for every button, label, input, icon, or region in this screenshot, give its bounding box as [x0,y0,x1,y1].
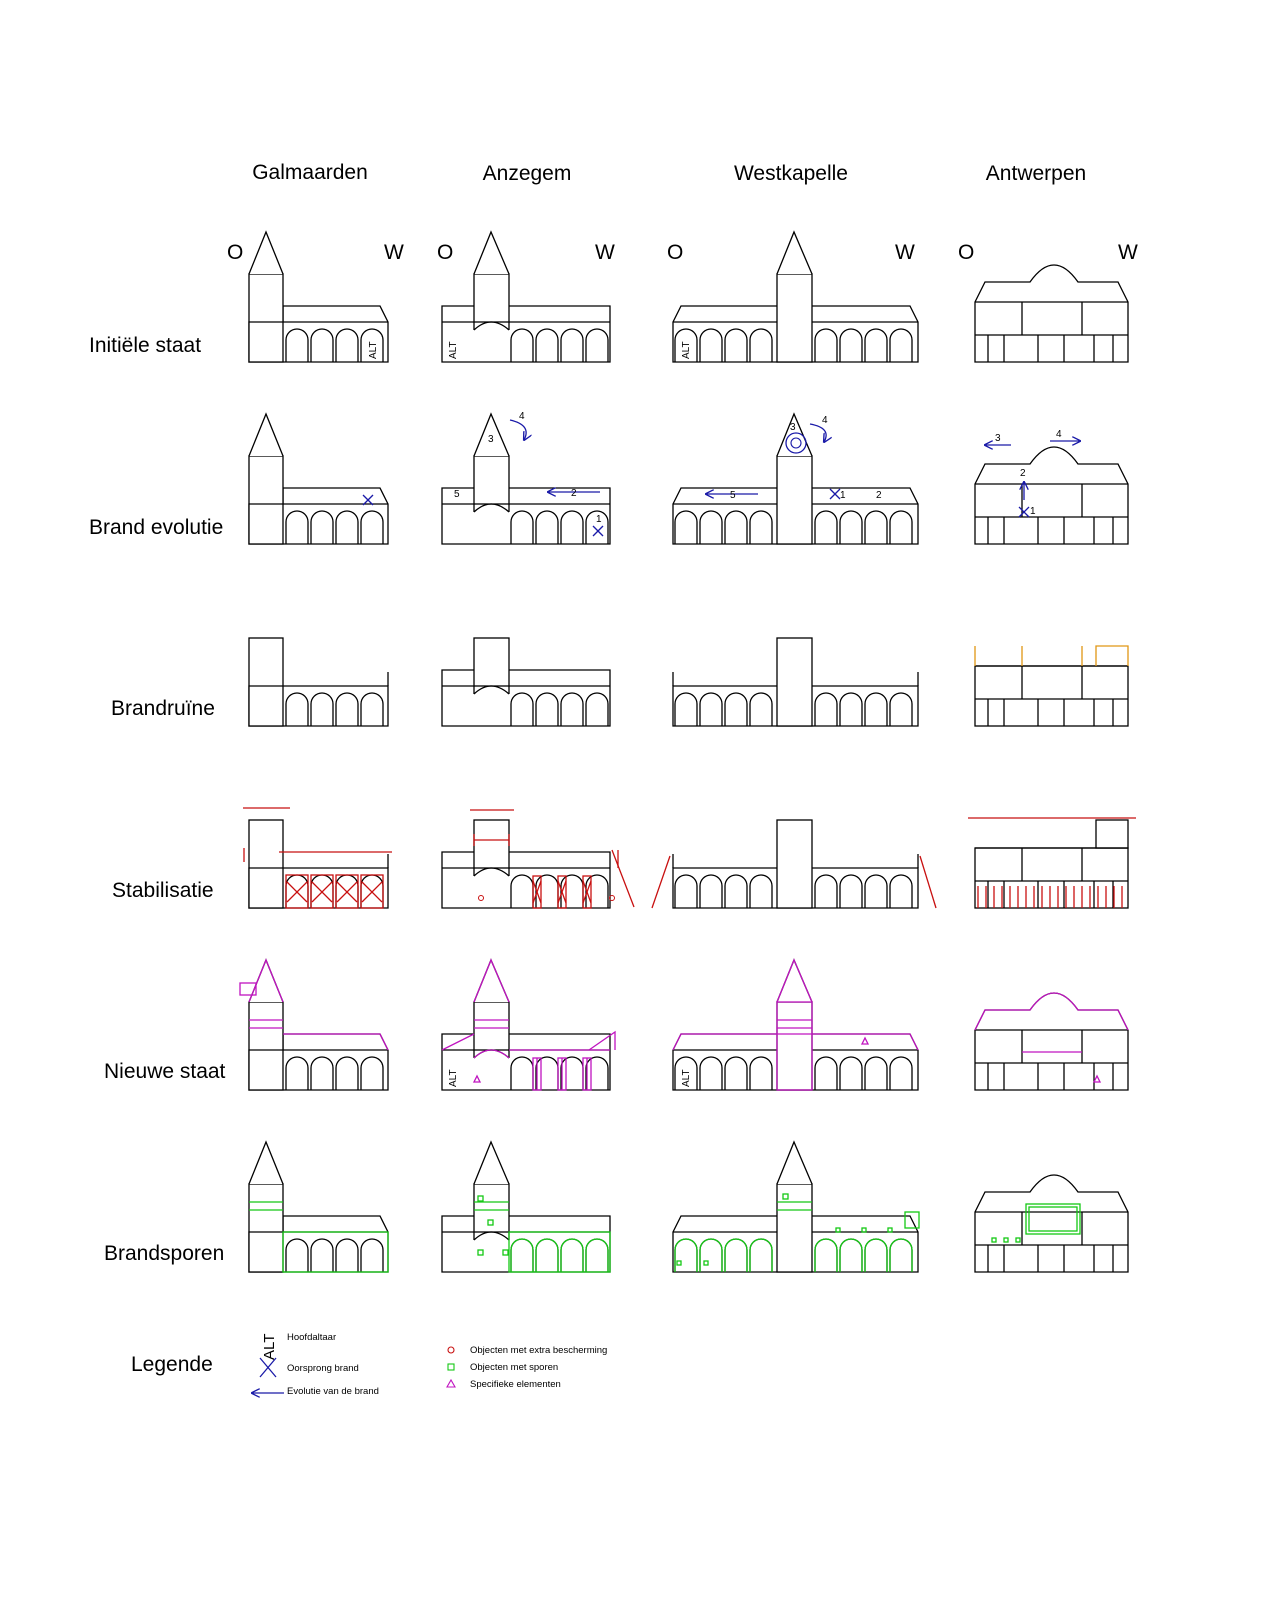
ruin-remains [1096,646,1128,666]
evolution-curve [510,420,526,440]
tower [249,1184,283,1272]
tower [777,274,812,362]
tower [249,820,283,908]
spire [474,1142,509,1184]
legend-square-symbol [448,1364,454,1370]
evolution-number: 4 [1056,429,1062,440]
row-label-brandruine: Brandruïne [111,697,215,720]
hall-body [975,1175,1128,1272]
row-label-initiele-staat: Initiële staat [89,334,202,357]
nave-body [442,1034,610,1090]
orientation-west-3: W [895,241,915,264]
building-antwerpen [975,1175,1128,1272]
building-antwerpen [975,265,1128,362]
building-antwerpen [975,429,1128,544]
hall-body [975,993,1128,1090]
spire [777,232,812,274]
hall-body [975,447,1128,544]
nave-body [442,488,610,544]
legend-triangle-symbol [447,1380,455,1387]
legend-alt-symbol: ALT [261,1333,278,1360]
column-header-antwerpen: Antwerpen [985,162,1087,185]
evolution-number: 2 [571,488,577,499]
building-antwerpen [968,818,1136,908]
building-galmaarden [240,960,388,1090]
spire [474,232,509,274]
evolution-number: 5 [730,490,736,501]
tower [777,1184,812,1272]
tower [474,456,509,504]
hall-body [975,848,1128,908]
spire [777,960,812,1002]
nave-body [442,670,610,726]
legend-label-met-sporen: Objecten met sporen [470,1362,559,1373]
alt-label: ALT [368,341,379,359]
tower [474,1002,509,1050]
evolution-number: 5 [454,489,460,500]
legend-label-hoofdaltaar: Hoofdaltaar [287,1332,337,1343]
legend-label-evolutie: Evolutie van de brand [287,1386,379,1397]
stabilisation-strut [920,856,936,908]
building-westkapelle [652,820,936,908]
hall-body [975,666,1128,726]
building-anzegem [442,810,634,908]
orientation-east-2: O [437,241,454,264]
tower [249,638,283,726]
column-header-westkapelle: Westkapelle [733,162,849,185]
building-galmaarden [249,232,388,362]
hall-body [975,265,1128,362]
evolution-number: 3 [488,434,494,445]
stabilisation-strut [612,850,634,907]
tower [474,638,509,686]
building-westkapelle [673,960,918,1090]
legend-label-specifieke: Specifieke elementen [470,1379,561,1390]
spire [249,414,283,456]
hall-upper [1096,820,1128,848]
row-label-brand-evolutie: Brand evolutie [89,516,224,539]
building-westkapelle [673,414,918,544]
orientation-east-4: O [958,241,975,264]
building-galmaarden [249,414,388,544]
nave-body [442,1216,610,1272]
building-anzegem [442,232,610,362]
tower [249,274,283,362]
spire [249,960,283,1002]
building-westkapelle [673,638,918,726]
column-header-anzegem: Anzegem [482,162,572,185]
evolution-number: 3 [995,433,1001,444]
tower [777,1002,812,1090]
legend-title: Legende [131,1353,213,1376]
evolution-number: 4 [519,411,525,422]
nave-body [442,306,610,362]
orientation-west-1: W [384,241,404,264]
evolution-number: 3 [790,422,796,433]
column-header-galmaarden: Galmaarden [252,161,368,184]
building-westkapelle [673,232,918,362]
tower [777,456,812,544]
evolution-number: 1 [1030,506,1036,517]
tower [474,274,509,322]
building-antwerpen [975,993,1128,1090]
legend-label-extra-bescherming: Objecten met extra bescherming [470,1345,608,1356]
evolution-number: 2 [1020,468,1026,479]
legend-label-oorsprong: Oorsprong brand [287,1363,359,1374]
tower [474,820,509,868]
tower [249,456,283,544]
building-galmaarden [249,1142,388,1272]
spire [777,414,812,456]
building-anzegem [442,960,615,1090]
legend-circle-symbol [448,1347,454,1353]
stabilisation-strut [652,856,670,908]
orientation-east-3: O [667,241,684,264]
spire [249,1142,283,1184]
spire [249,232,283,274]
building-anzegem [442,638,610,726]
row-label-brandsporen: Brandsporen [104,1242,225,1265]
tower [777,820,812,908]
tower [249,1002,283,1090]
alt-label: ALT [681,1069,692,1087]
tower [777,638,812,726]
building-antwerpen [975,646,1128,726]
alt-label: ALT [448,341,459,359]
orientation-west-2: W [595,241,615,264]
row-label-nieuwe-staat: Nieuwe staat [104,1060,226,1083]
evolution-number: 2 [876,490,882,501]
evolution-number: 4 [822,415,828,426]
evolution-curve [810,424,826,442]
evolution-number: 1 [596,514,602,525]
building-drawings [240,232,1136,1272]
alt-label: ALT [448,1069,459,1087]
building-anzegem [442,1142,610,1272]
building-galmaarden [243,808,392,908]
spire [777,1142,812,1184]
building-anzegem [442,411,610,544]
alt-label: ALT [681,341,692,359]
spire [474,960,509,1002]
orientation-west-4: W [1118,241,1138,264]
evolution-number: 1 [840,490,846,501]
building-westkapelle [673,1142,919,1272]
row-label-stabilisatie: Stabilisatie [112,879,214,902]
orientation-east-1: O [227,241,244,264]
building-galmaarden [249,638,388,726]
